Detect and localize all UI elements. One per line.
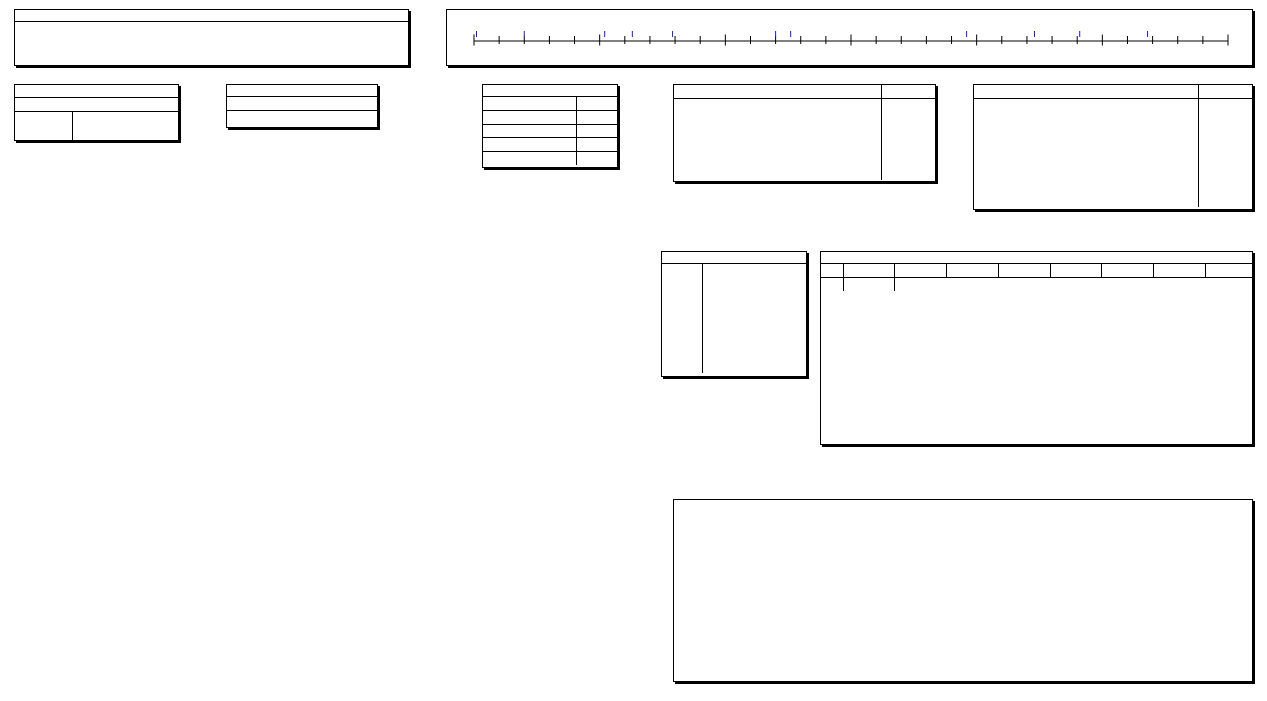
reception-row xyxy=(662,291,806,305)
name-cell xyxy=(728,167,881,181)
aspect-entry xyxy=(277,22,408,36)
column-header xyxy=(998,264,1050,278)
aspect-entry xyxy=(15,36,146,50)
table-row xyxy=(974,153,1252,167)
aspect-icon xyxy=(37,36,55,50)
planet-icon xyxy=(682,346,702,360)
night-hour xyxy=(15,98,178,112)
planet-icon xyxy=(662,278,682,292)
aspect-orb xyxy=(341,50,404,64)
aspect-icon xyxy=(168,36,186,50)
name-cell xyxy=(1028,139,1198,153)
reception-row xyxy=(662,359,806,373)
header-row xyxy=(821,264,1252,278)
planet-icon xyxy=(186,36,210,50)
orb-cell xyxy=(1198,139,1252,153)
reception-type xyxy=(702,359,806,373)
planet-icon xyxy=(682,359,702,373)
moon-aspects-title xyxy=(483,85,617,97)
planet-icon xyxy=(150,36,168,50)
planet-icon xyxy=(674,167,698,181)
aspect-icon xyxy=(998,194,1028,208)
planet-icon xyxy=(682,318,702,332)
planet-icon xyxy=(662,359,682,373)
planet-icon xyxy=(55,22,79,36)
next-hour-label xyxy=(15,126,73,140)
orb-cell xyxy=(881,99,935,113)
reception-type xyxy=(702,305,806,319)
moon-icon xyxy=(483,124,499,138)
planet-icon xyxy=(974,153,998,167)
planet-icon xyxy=(535,151,576,165)
name-cell xyxy=(1028,167,1198,181)
table-row xyxy=(674,139,935,153)
planet-icon xyxy=(974,112,998,126)
considerations-panel xyxy=(226,84,378,128)
planetary-hour-panel xyxy=(14,84,179,141)
positions-panel xyxy=(673,499,1253,682)
aspect-icon xyxy=(499,138,535,152)
planet-icon xyxy=(317,50,341,64)
last-hour-label xyxy=(15,112,73,126)
planet-icon xyxy=(662,346,682,360)
dignities-table xyxy=(821,264,1252,291)
reception-type xyxy=(702,318,806,332)
aspect-icon xyxy=(698,99,728,113)
table-row xyxy=(974,99,1252,113)
aspect-icon xyxy=(37,50,55,64)
planet-icon xyxy=(150,22,168,36)
name-cell xyxy=(728,153,881,167)
column-header xyxy=(947,264,999,278)
planet-icon xyxy=(682,278,702,292)
moon-aspect-row xyxy=(483,111,617,125)
aspect-row xyxy=(15,36,408,50)
reception-type xyxy=(702,291,806,305)
aspect-icon xyxy=(299,36,317,50)
planet-icon xyxy=(281,22,299,36)
dignity-cell xyxy=(895,278,947,292)
aspect-entry xyxy=(146,50,277,64)
moon-icon xyxy=(483,97,499,111)
planet-icon xyxy=(535,138,576,152)
planet-icon xyxy=(281,36,299,50)
table-row xyxy=(974,194,1252,208)
aspect-icon xyxy=(998,180,1028,194)
name-cell xyxy=(728,99,881,113)
fixed_stars-title xyxy=(674,85,881,99)
planet-icon xyxy=(682,291,702,305)
aspect-icon xyxy=(698,126,728,140)
aspect-row xyxy=(15,22,408,36)
aspect-entry xyxy=(277,36,408,50)
planet-icon xyxy=(19,50,37,64)
arabic-parts-table xyxy=(974,85,1252,207)
name-cell xyxy=(728,112,881,126)
planet-icon xyxy=(535,97,576,111)
degree-ruler xyxy=(446,9,1253,66)
name-cell xyxy=(1028,99,1198,113)
orb-cell xyxy=(1198,167,1252,181)
aspects-grid xyxy=(15,22,408,64)
fixed-stars-table xyxy=(674,85,935,180)
moon-aspect-row xyxy=(483,151,617,165)
column-header xyxy=(821,264,843,278)
moon-icon xyxy=(483,151,499,165)
name-cell xyxy=(1028,180,1198,194)
name-cell xyxy=(1028,194,1198,208)
table-row xyxy=(674,153,935,167)
planet-icon xyxy=(974,180,998,194)
considerations-title xyxy=(227,85,377,97)
planet-icon xyxy=(674,126,698,140)
aspect-icon xyxy=(168,50,186,64)
table-row xyxy=(674,112,935,126)
table-row xyxy=(974,112,1252,126)
aspect-orb xyxy=(576,97,617,111)
planet-icon xyxy=(317,22,341,36)
planet-icon xyxy=(317,36,341,50)
aspect-entry xyxy=(277,50,408,64)
consideration-item xyxy=(227,111,377,125)
planet-icon xyxy=(974,99,998,113)
orb-cell xyxy=(881,139,935,153)
planet-icon xyxy=(535,111,576,125)
mut-receptions-title xyxy=(662,252,806,264)
mutual-receptions-panel xyxy=(661,251,807,377)
aspect-orb xyxy=(576,151,617,165)
name-cell xyxy=(1028,126,1198,140)
planet-icon xyxy=(186,50,210,64)
aspect-icon xyxy=(499,97,535,111)
orb-header xyxy=(1198,85,1252,99)
planet-icon xyxy=(662,264,682,278)
aspects-title xyxy=(15,10,408,22)
horary-wheel xyxy=(14,245,474,695)
aspect-row xyxy=(15,50,408,64)
table-row xyxy=(674,126,935,140)
reception-row xyxy=(662,305,806,319)
name-cell xyxy=(1028,153,1198,167)
aspect-icon xyxy=(998,153,1028,167)
orb-cell xyxy=(881,112,935,126)
column-header xyxy=(1205,264,1252,278)
planet-icon xyxy=(974,167,998,181)
planet-icon xyxy=(662,291,682,305)
mut-receptions-table xyxy=(662,264,806,373)
aspect-icon xyxy=(698,153,728,167)
aspect-orb xyxy=(576,138,617,152)
name-cell xyxy=(1028,112,1198,126)
planet-icon xyxy=(682,332,702,346)
header-row xyxy=(974,85,1252,99)
planet-icon xyxy=(55,36,79,50)
aspect-orb xyxy=(79,22,142,36)
planet-icon xyxy=(662,305,682,319)
aspect-orb xyxy=(210,36,273,50)
consideration-item xyxy=(227,97,377,111)
aspect-icon xyxy=(998,112,1028,126)
dignities-panel xyxy=(820,251,1253,445)
orb-cell xyxy=(1198,126,1252,140)
column-header xyxy=(1050,264,1102,278)
aspect-icon xyxy=(37,22,55,36)
aspect-icon xyxy=(299,22,317,36)
aspect-orb xyxy=(210,50,273,64)
planet-icon xyxy=(281,50,299,64)
planet-icon xyxy=(682,264,702,278)
reception-type xyxy=(702,346,806,360)
planet-icon xyxy=(974,194,998,208)
reception-row xyxy=(662,278,806,292)
orb-cell xyxy=(881,126,935,140)
name-cell xyxy=(728,126,881,140)
planet-icon xyxy=(674,99,698,113)
aspect-icon xyxy=(168,22,186,36)
dignities-title xyxy=(821,252,1252,264)
reception-row xyxy=(662,346,806,360)
aspect-entry xyxy=(146,36,277,50)
orb-cell xyxy=(1198,112,1252,126)
dignity-row xyxy=(821,278,1252,292)
aspect-entry xyxy=(146,22,277,36)
table-row xyxy=(974,126,1252,140)
planet-icon xyxy=(674,139,698,153)
planet-icon xyxy=(662,332,682,346)
reception-type xyxy=(702,278,806,292)
planet-icon xyxy=(535,124,576,138)
column-header xyxy=(1154,264,1206,278)
aspect-icon xyxy=(998,99,1028,113)
column-header xyxy=(895,264,947,278)
aspect-icon xyxy=(998,126,1028,140)
aspect-entry xyxy=(15,22,146,36)
planet-icon xyxy=(55,50,79,64)
planet-icon xyxy=(674,112,698,126)
table-row xyxy=(974,139,1252,153)
aspect-icon xyxy=(499,111,535,125)
aspect-icon xyxy=(299,50,317,64)
table-row xyxy=(974,180,1252,194)
moon-aspect-row xyxy=(483,138,617,152)
aspect-icon xyxy=(698,139,728,153)
aspect-entry xyxy=(15,50,146,64)
name-cell xyxy=(728,139,881,153)
planet-icon xyxy=(186,22,210,36)
aspect-orb xyxy=(576,124,617,138)
orb-header xyxy=(881,85,935,99)
orb-cell xyxy=(1198,99,1252,113)
orb-cell xyxy=(1198,153,1252,167)
table-row xyxy=(674,99,935,113)
moon-aspects-table xyxy=(483,97,617,165)
aspect-icon xyxy=(998,167,1028,181)
reception-type xyxy=(702,332,806,346)
planet-icon xyxy=(974,139,998,153)
moon-aspect-row xyxy=(483,124,617,138)
aspect-orb xyxy=(341,22,404,36)
moon-aspects-panel xyxy=(482,84,618,168)
column-header xyxy=(843,264,895,278)
planet-icon xyxy=(682,305,702,319)
planet-icon xyxy=(19,36,37,50)
aspect-orb xyxy=(341,36,404,50)
aspect-icon xyxy=(998,139,1028,153)
header-row xyxy=(674,85,935,99)
orb-cell xyxy=(881,153,935,167)
aspect-orb xyxy=(210,22,273,36)
reception-row xyxy=(662,332,806,346)
table-row xyxy=(974,167,1252,181)
moon-aspect-row xyxy=(483,97,617,111)
table-row xyxy=(674,167,935,181)
planet-icon xyxy=(19,22,37,36)
aspects-panel xyxy=(14,9,409,66)
reception-row xyxy=(662,318,806,332)
column-header xyxy=(1102,264,1154,278)
moon-icon xyxy=(483,111,499,125)
aspect-icon xyxy=(499,124,535,138)
planet-icon xyxy=(150,50,168,64)
aspect-orb xyxy=(576,111,617,125)
dignity-cell xyxy=(821,278,843,292)
arabic-parts-panel xyxy=(973,84,1253,210)
aspect-orb xyxy=(79,36,142,50)
aspect-orb xyxy=(79,50,142,64)
aspect-icon xyxy=(698,167,728,181)
moon-icon xyxy=(483,138,499,152)
fixed-stars-panel xyxy=(673,84,936,182)
aspect-icon xyxy=(499,151,535,165)
arabic_parts-title xyxy=(974,85,1198,99)
orb-cell xyxy=(1198,194,1252,208)
orb-cell xyxy=(881,167,935,181)
reception-row xyxy=(662,264,806,278)
orb-cell xyxy=(1198,180,1252,194)
planet-icon xyxy=(674,153,698,167)
dignity-cell xyxy=(843,278,895,292)
reception-type xyxy=(702,264,806,278)
planet-icon xyxy=(974,126,998,140)
degree-ruler-svg xyxy=(447,10,1252,65)
planet-icon xyxy=(662,318,682,332)
aspect-icon xyxy=(698,112,728,126)
